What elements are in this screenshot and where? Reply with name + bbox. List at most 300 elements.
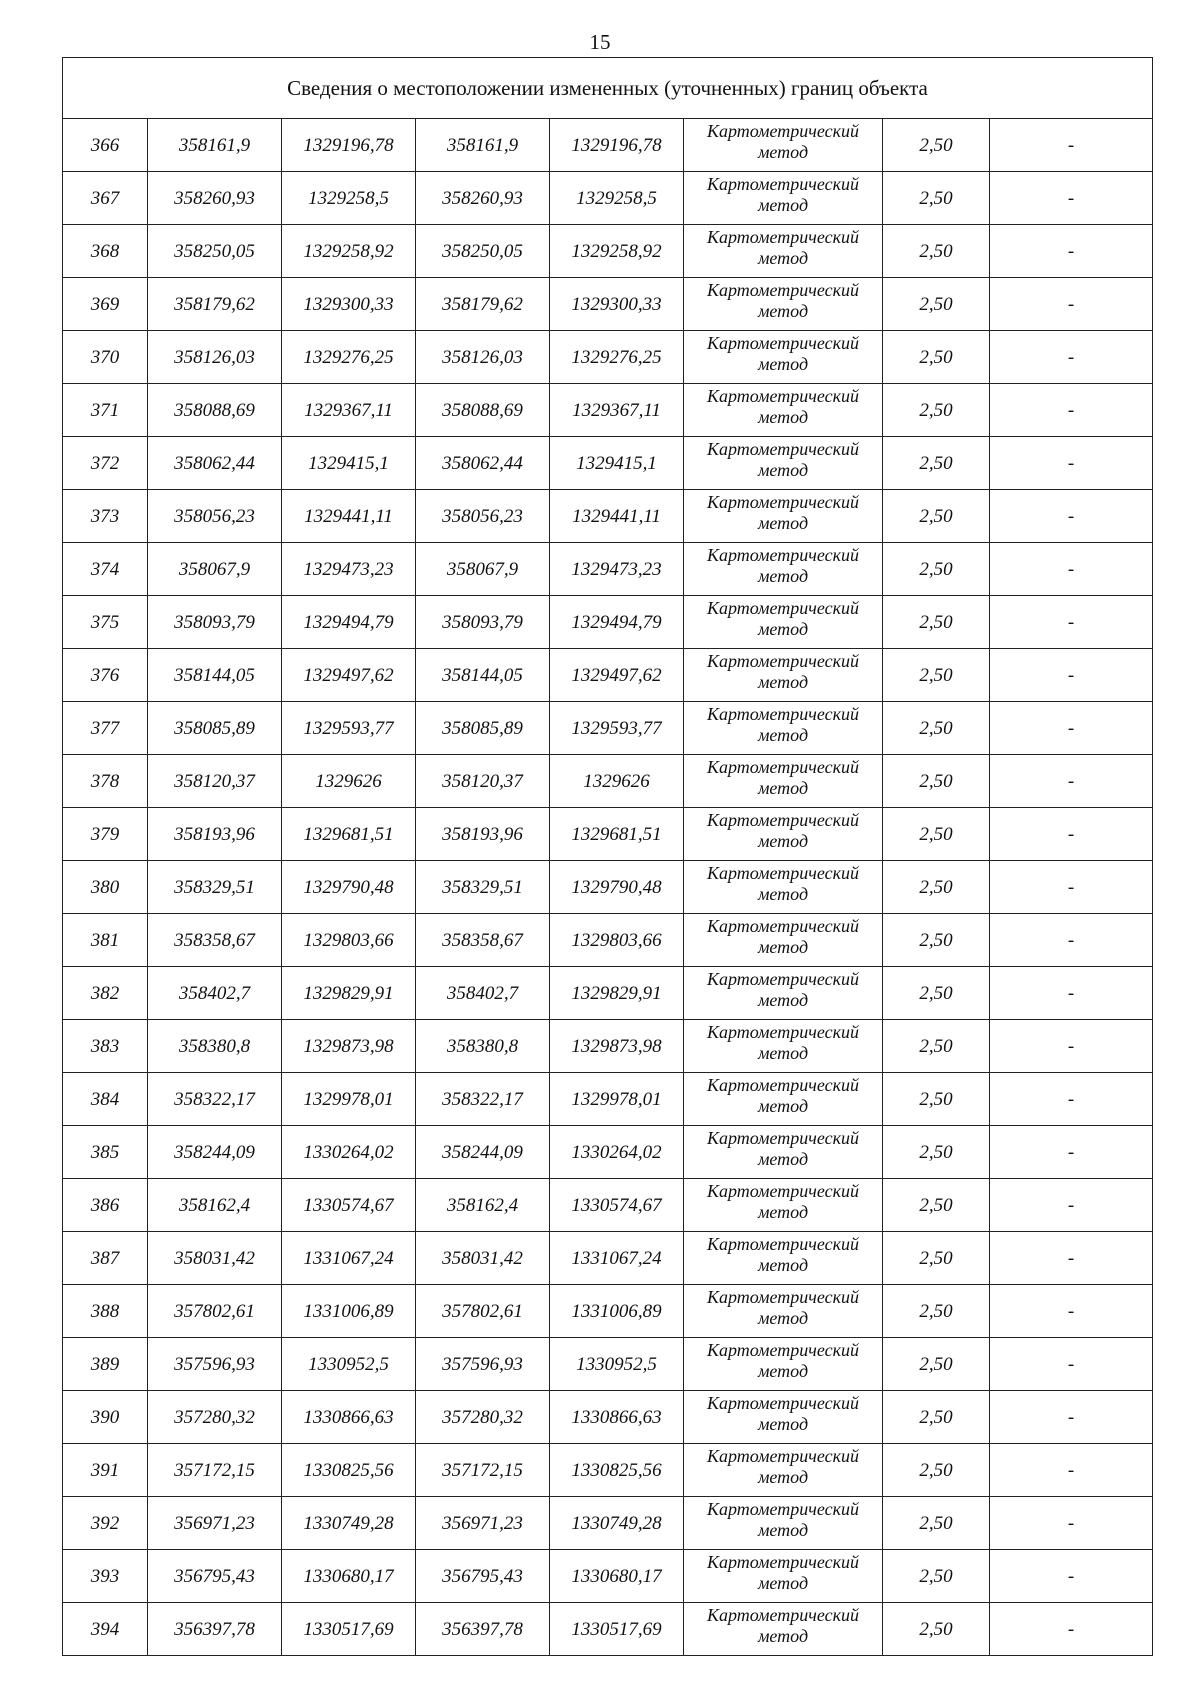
accuracy-cell: 2,50 [883, 1020, 990, 1073]
refined-y-cell: 1329494,79 [550, 596, 684, 649]
note-cell: - [990, 384, 1153, 437]
point-number-cell: 369 [63, 278, 148, 331]
accuracy-cell: 2,50 [883, 808, 990, 861]
method-line-1: Картометрический [706, 280, 859, 300]
existing-y-cell: 1329276,25 [282, 331, 416, 384]
existing-x-cell: 358062,44 [148, 437, 282, 490]
existing-y-cell: 1329415,1 [282, 437, 416, 490]
accuracy-cell: 2,50 [883, 1126, 990, 1179]
method-line-2: метод [757, 725, 809, 745]
method-line-1: Картометрический [706, 1605, 859, 1625]
method-line-2: метод [757, 142, 809, 162]
table-row [63, 1391, 1153, 1444]
table-row [63, 225, 1153, 278]
point-number-cell: 372 [63, 437, 148, 490]
refined-x-cell: 358244,09 [416, 1126, 550, 1179]
method-cell [684, 1550, 883, 1603]
refined-y-cell: 1329300,33 [550, 278, 684, 331]
point-number-cell: 375 [63, 596, 148, 649]
existing-x-cell: 358085,89 [148, 702, 282, 755]
accuracy-cell: 2,50 [883, 119, 990, 172]
note-cell: - [990, 1550, 1153, 1603]
refined-x-cell: 358380,8 [416, 1020, 550, 1073]
method-cell [684, 808, 883, 861]
refined-x-cell: 358179,62 [416, 278, 550, 331]
point-number-cell: 387 [63, 1232, 148, 1285]
method-line-2: метод [757, 460, 809, 480]
existing-y-cell: 1329300,33 [282, 278, 416, 331]
existing-x-cell: 357280,32 [148, 1391, 282, 1444]
method-cell [684, 543, 883, 596]
method-cell [684, 596, 883, 649]
method-line-2: метод [757, 619, 809, 639]
accuracy-cell: 2,50 [883, 702, 990, 755]
method-line-1: Картометрический [706, 121, 859, 141]
existing-x-cell: 358161,9 [148, 119, 282, 172]
point-number-cell: 388 [63, 1285, 148, 1338]
table-title-row [63, 58, 1153, 119]
existing-y-cell: 1331067,24 [282, 1232, 416, 1285]
note-cell: - [990, 1285, 1153, 1338]
method-cell [684, 649, 883, 702]
accuracy-cell: 2,50 [883, 1497, 990, 1550]
refined-y-cell: 1329258,92 [550, 225, 684, 278]
point-number-cell: 376 [63, 649, 148, 702]
refined-x-cell: 358056,23 [416, 490, 550, 543]
method-cell [684, 437, 883, 490]
page-number: 15 [589, 30, 611, 54]
accuracy-cell: 2,50 [883, 1073, 990, 1126]
accuracy-cell: 2,50 [883, 225, 990, 278]
refined-x-cell: 357172,15 [416, 1444, 550, 1497]
refined-y-cell: 1329415,1 [550, 437, 684, 490]
refined-y-cell: 1329441,11 [550, 490, 684, 543]
method-cell [684, 1126, 883, 1179]
method-line-2: метод [757, 301, 809, 321]
table-row [63, 755, 1153, 808]
existing-y-cell: 1329258,92 [282, 225, 416, 278]
existing-y-cell: 1329367,11 [282, 384, 416, 437]
existing-x-cell: 358144,05 [148, 649, 282, 702]
table-row [63, 702, 1153, 755]
existing-x-cell: 358088,69 [148, 384, 282, 437]
note-cell: - [990, 914, 1153, 967]
note-cell: - [990, 1338, 1153, 1391]
refined-y-cell: 1330680,17 [550, 1550, 684, 1603]
existing-x-cell: 358402,7 [148, 967, 282, 1020]
note-cell: - [990, 1179, 1153, 1232]
refined-y-cell: 1330825,56 [550, 1444, 684, 1497]
existing-y-cell: 1330825,56 [282, 1444, 416, 1497]
boundary-coordinates-table [62, 57, 1153, 1656]
existing-x-cell: 358322,17 [148, 1073, 282, 1126]
existing-y-cell: 1329681,51 [282, 808, 416, 861]
method-cell [684, 967, 883, 1020]
point-number-cell: 394 [63, 1603, 148, 1656]
refined-x-cell: 358402,7 [416, 967, 550, 1020]
existing-x-cell: 358067,9 [148, 543, 282, 596]
method-line-2: метод [757, 1308, 809, 1328]
accuracy-cell: 2,50 [883, 1603, 990, 1656]
note-cell: - [990, 331, 1153, 384]
existing-y-cell: 1329494,79 [282, 596, 416, 649]
method-cell [684, 1073, 883, 1126]
note-cell: - [990, 119, 1153, 172]
existing-x-cell: 358056,23 [148, 490, 282, 543]
method-cell [684, 702, 883, 755]
existing-x-cell: 358329,51 [148, 861, 282, 914]
method-cell [684, 172, 883, 225]
refined-y-cell: 1329626 [550, 755, 684, 808]
refined-y-cell: 1329196,78 [550, 119, 684, 172]
existing-x-cell: 358250,05 [148, 225, 282, 278]
point-number-cell: 374 [63, 543, 148, 596]
accuracy-cell: 2,50 [883, 331, 990, 384]
method-line-2: метод [757, 1467, 809, 1487]
accuracy-cell: 2,50 [883, 649, 990, 702]
method-cell [684, 119, 883, 172]
point-number-cell: 385 [63, 1126, 148, 1179]
table-row [63, 649, 1153, 702]
note-cell: - [990, 967, 1153, 1020]
existing-y-cell: 1330749,28 [282, 1497, 416, 1550]
point-number-cell: 390 [63, 1391, 148, 1444]
accuracy-cell: 2,50 [883, 914, 990, 967]
accuracy-cell: 2,50 [883, 437, 990, 490]
existing-x-cell: 356397,78 [148, 1603, 282, 1656]
accuracy-cell: 2,50 [883, 1444, 990, 1497]
method-line-1: Картометрический [706, 1446, 859, 1466]
existing-y-cell: 1330866,63 [282, 1391, 416, 1444]
method-cell [684, 914, 883, 967]
refined-y-cell: 1329803,66 [550, 914, 684, 967]
method-line-2: метод [757, 672, 809, 692]
method-cell [684, 1338, 883, 1391]
note-cell: - [990, 702, 1153, 755]
method-line-2: метод [757, 778, 809, 798]
method-line-1: Картометрический [706, 386, 859, 406]
refined-y-cell: 1329276,25 [550, 331, 684, 384]
existing-y-cell: 1329593,77 [282, 702, 416, 755]
method-line-1: Картометрический [706, 863, 859, 883]
method-line-1: Картометрический [706, 174, 859, 194]
existing-x-cell: 358093,79 [148, 596, 282, 649]
refined-x-cell: 358031,42 [416, 1232, 550, 1285]
method-line-1: Картометрический [706, 492, 859, 512]
method-cell [684, 1497, 883, 1550]
refined-x-cell: 358144,05 [416, 649, 550, 702]
existing-y-cell: 1330574,67 [282, 1179, 416, 1232]
existing-x-cell: 358120,37 [148, 755, 282, 808]
refined-y-cell: 1329978,01 [550, 1073, 684, 1126]
refined-y-cell: 1329873,98 [550, 1020, 684, 1073]
point-number-cell: 380 [63, 861, 148, 914]
method-line-2: метод [757, 1520, 809, 1540]
refined-x-cell: 358250,05 [416, 225, 550, 278]
refined-y-cell: 1330264,02 [550, 1126, 684, 1179]
refined-x-cell: 357802,61 [416, 1285, 550, 1338]
method-line-2: метод [757, 1149, 809, 1169]
refined-y-cell: 1329367,11 [550, 384, 684, 437]
method-line-1: Картометрический [706, 810, 859, 830]
refined-x-cell: 356795,43 [416, 1550, 550, 1603]
method-line-1: Картометрический [706, 545, 859, 565]
point-number-cell: 366 [63, 119, 148, 172]
table-row [63, 1179, 1153, 1232]
method-line-2: метод [757, 937, 809, 957]
method-line-1: Картометрический [706, 704, 859, 724]
table-row [63, 1073, 1153, 1126]
existing-x-cell: 357802,61 [148, 1285, 282, 1338]
accuracy-cell: 2,50 [883, 1391, 990, 1444]
refined-x-cell: 356971,23 [416, 1497, 550, 1550]
point-number-cell: 383 [63, 1020, 148, 1073]
point-number-cell: 386 [63, 1179, 148, 1232]
refined-x-cell: 358093,79 [416, 596, 550, 649]
note-cell: - [990, 437, 1153, 490]
refined-y-cell: 1330517,69 [550, 1603, 684, 1656]
note-cell: - [990, 1391, 1153, 1444]
refined-x-cell: 358062,44 [416, 437, 550, 490]
existing-x-cell: 358031,42 [148, 1232, 282, 1285]
existing-x-cell: 358179,62 [148, 278, 282, 331]
note-cell: - [990, 543, 1153, 596]
method-line-2: метод [757, 1255, 809, 1275]
note-cell: - [990, 278, 1153, 331]
table-row [63, 437, 1153, 490]
refined-x-cell: 358067,9 [416, 543, 550, 596]
method-line-1: Картометрический [706, 227, 859, 247]
note-cell: - [990, 1497, 1153, 1550]
method-cell [684, 1391, 883, 1444]
method-cell [684, 278, 883, 331]
method-line-2: метод [757, 1573, 809, 1593]
point-number-cell: 384 [63, 1073, 148, 1126]
method-line-2: метод [757, 1414, 809, 1434]
existing-y-cell: 1329978,01 [282, 1073, 416, 1126]
table-row [63, 172, 1153, 225]
accuracy-cell: 2,50 [883, 490, 990, 543]
method-cell [684, 1444, 883, 1497]
accuracy-cell: 2,50 [883, 1285, 990, 1338]
accuracy-cell: 2,50 [883, 1232, 990, 1285]
refined-y-cell: 1330866,63 [550, 1391, 684, 1444]
point-number-cell: 393 [63, 1550, 148, 1603]
table-row [63, 490, 1153, 543]
note-cell: - [990, 596, 1153, 649]
refined-x-cell: 358162,4 [416, 1179, 550, 1232]
point-number-cell: 381 [63, 914, 148, 967]
note-cell: - [990, 1444, 1153, 1497]
method-line-2: метод [757, 354, 809, 374]
method-line-1: Картометрический [706, 1234, 859, 1254]
refined-x-cell: 358120,37 [416, 755, 550, 808]
point-number-cell: 392 [63, 1497, 148, 1550]
note-cell: - [990, 1603, 1153, 1656]
refined-y-cell: 1331006,89 [550, 1285, 684, 1338]
method-cell [684, 861, 883, 914]
existing-y-cell: 1329497,62 [282, 649, 416, 702]
table-row [63, 1020, 1153, 1073]
method-line-1: Картометрический [706, 651, 859, 671]
method-line-2: метод [757, 1096, 809, 1116]
method-line-1: Картометрический [706, 1181, 859, 1201]
table-row [63, 543, 1153, 596]
refined-x-cell: 358358,67 [416, 914, 550, 967]
table-row [63, 596, 1153, 649]
method-line-2: метод [757, 1361, 809, 1381]
refined-x-cell: 356397,78 [416, 1603, 550, 1656]
method-line-1: Картометрический [706, 333, 859, 353]
existing-x-cell: 358126,03 [148, 331, 282, 384]
refined-x-cell: 358322,17 [416, 1073, 550, 1126]
method-cell [684, 490, 883, 543]
existing-y-cell: 1331006,89 [282, 1285, 416, 1338]
refined-x-cell: 358088,69 [416, 384, 550, 437]
table-row [63, 1126, 1153, 1179]
refined-y-cell: 1329681,51 [550, 808, 684, 861]
point-number-cell: 389 [63, 1338, 148, 1391]
point-number-cell: 391 [63, 1444, 148, 1497]
refined-y-cell: 1329497,62 [550, 649, 684, 702]
existing-y-cell: 1329196,78 [282, 119, 416, 172]
method-line-1: Картометрический [706, 1128, 859, 1148]
table-row [63, 808, 1153, 861]
accuracy-cell: 2,50 [883, 543, 990, 596]
table-row [63, 1497, 1153, 1550]
point-number-cell: 367 [63, 172, 148, 225]
method-line-2: метод [757, 407, 809, 427]
point-number-cell: 368 [63, 225, 148, 278]
table-row [63, 384, 1153, 437]
existing-y-cell: 1329473,23 [282, 543, 416, 596]
table-row [63, 1444, 1153, 1497]
method-line-1: Картометрический [706, 439, 859, 459]
existing-x-cell: 356971,23 [148, 1497, 282, 1550]
accuracy-cell: 2,50 [883, 967, 990, 1020]
method-line-1: Картометрический [706, 1393, 859, 1413]
accuracy-cell: 2,50 [883, 1179, 990, 1232]
note-cell: - [990, 861, 1153, 914]
refined-x-cell: 358126,03 [416, 331, 550, 384]
existing-y-cell: 1329829,91 [282, 967, 416, 1020]
method-line-2: метод [757, 1202, 809, 1222]
method-cell [684, 1179, 883, 1232]
method-cell [684, 225, 883, 278]
method-cell [684, 331, 883, 384]
refined-x-cell: 357596,93 [416, 1338, 550, 1391]
table-row [63, 1285, 1153, 1338]
table-row [63, 861, 1153, 914]
method-line-1: Картометрический [706, 598, 859, 618]
point-number-cell: 379 [63, 808, 148, 861]
method-line-1: Картометрический [706, 1499, 859, 1519]
table-row [63, 914, 1153, 967]
existing-x-cell: 357596,93 [148, 1338, 282, 1391]
point-number-cell: 371 [63, 384, 148, 437]
existing-x-cell: 358244,09 [148, 1126, 282, 1179]
note-cell: - [990, 649, 1153, 702]
existing-y-cell: 1329258,5 [282, 172, 416, 225]
refined-y-cell: 1330574,67 [550, 1179, 684, 1232]
existing-x-cell: 358162,4 [148, 1179, 282, 1232]
table-row [63, 331, 1153, 384]
method-cell [684, 1232, 883, 1285]
method-line-2: метод [757, 195, 809, 215]
method-line-1: Картометрический [706, 1022, 859, 1042]
method-line-2: метод [757, 513, 809, 533]
existing-x-cell: 358193,96 [148, 808, 282, 861]
existing-x-cell: 357172,15 [148, 1444, 282, 1497]
refined-y-cell: 1329473,23 [550, 543, 684, 596]
refined-y-cell: 1329829,91 [550, 967, 684, 1020]
table-row [63, 1338, 1153, 1391]
existing-x-cell: 358380,8 [148, 1020, 282, 1073]
note-cell: - [990, 1020, 1153, 1073]
table-row [63, 1550, 1153, 1603]
note-cell: - [990, 1232, 1153, 1285]
accuracy-cell: 2,50 [883, 278, 990, 331]
existing-y-cell: 1330680,17 [282, 1550, 416, 1603]
refined-y-cell: 1329593,77 [550, 702, 684, 755]
existing-y-cell: 1330517,69 [282, 1603, 416, 1656]
existing-x-cell: 358260,93 [148, 172, 282, 225]
method-cell [684, 755, 883, 808]
accuracy-cell: 2,50 [883, 1550, 990, 1603]
table-row [63, 119, 1153, 172]
note-cell: - [990, 225, 1153, 278]
method-line-2: метод [757, 884, 809, 904]
refined-x-cell: 358085,89 [416, 702, 550, 755]
method-cell [684, 1020, 883, 1073]
method-line-1: Картометрический [706, 1552, 859, 1572]
method-line-1: Картометрический [706, 1287, 859, 1307]
note-cell: - [990, 490, 1153, 543]
refined-y-cell: 1329258,5 [550, 172, 684, 225]
method-line-2: метод [757, 248, 809, 268]
method-line-1: Картометрический [706, 1075, 859, 1095]
refined-x-cell: 358260,93 [416, 172, 550, 225]
method-line-2: метод [757, 831, 809, 851]
method-line-2: метод [757, 990, 809, 1010]
table-row [63, 1232, 1153, 1285]
method-line-2: метод [757, 1626, 809, 1646]
existing-y-cell: 1329790,48 [282, 861, 416, 914]
accuracy-cell: 2,50 [883, 755, 990, 808]
point-number-cell: 377 [63, 702, 148, 755]
existing-y-cell: 1329803,66 [282, 914, 416, 967]
refined-y-cell: 1330749,28 [550, 1497, 684, 1550]
method-line-2: метод [757, 566, 809, 586]
existing-y-cell: 1329626 [282, 755, 416, 808]
point-number-cell: 370 [63, 331, 148, 384]
accuracy-cell: 2,50 [883, 172, 990, 225]
refined-x-cell: 358193,96 [416, 808, 550, 861]
accuracy-cell: 2,50 [883, 1338, 990, 1391]
note-cell: - [990, 755, 1153, 808]
existing-y-cell: 1329441,11 [282, 490, 416, 543]
method-line-1: Картометрический [706, 969, 859, 989]
method-cell [684, 1285, 883, 1338]
existing-x-cell: 356795,43 [148, 1550, 282, 1603]
existing-x-cell: 358358,67 [148, 914, 282, 967]
method-cell [684, 384, 883, 437]
refined-x-cell: 357280,32 [416, 1391, 550, 1444]
accuracy-cell: 2,50 [883, 596, 990, 649]
method-line-1: Картометрический [706, 916, 859, 936]
method-line-1: Картометрический [706, 757, 859, 777]
point-number-cell: 378 [63, 755, 148, 808]
